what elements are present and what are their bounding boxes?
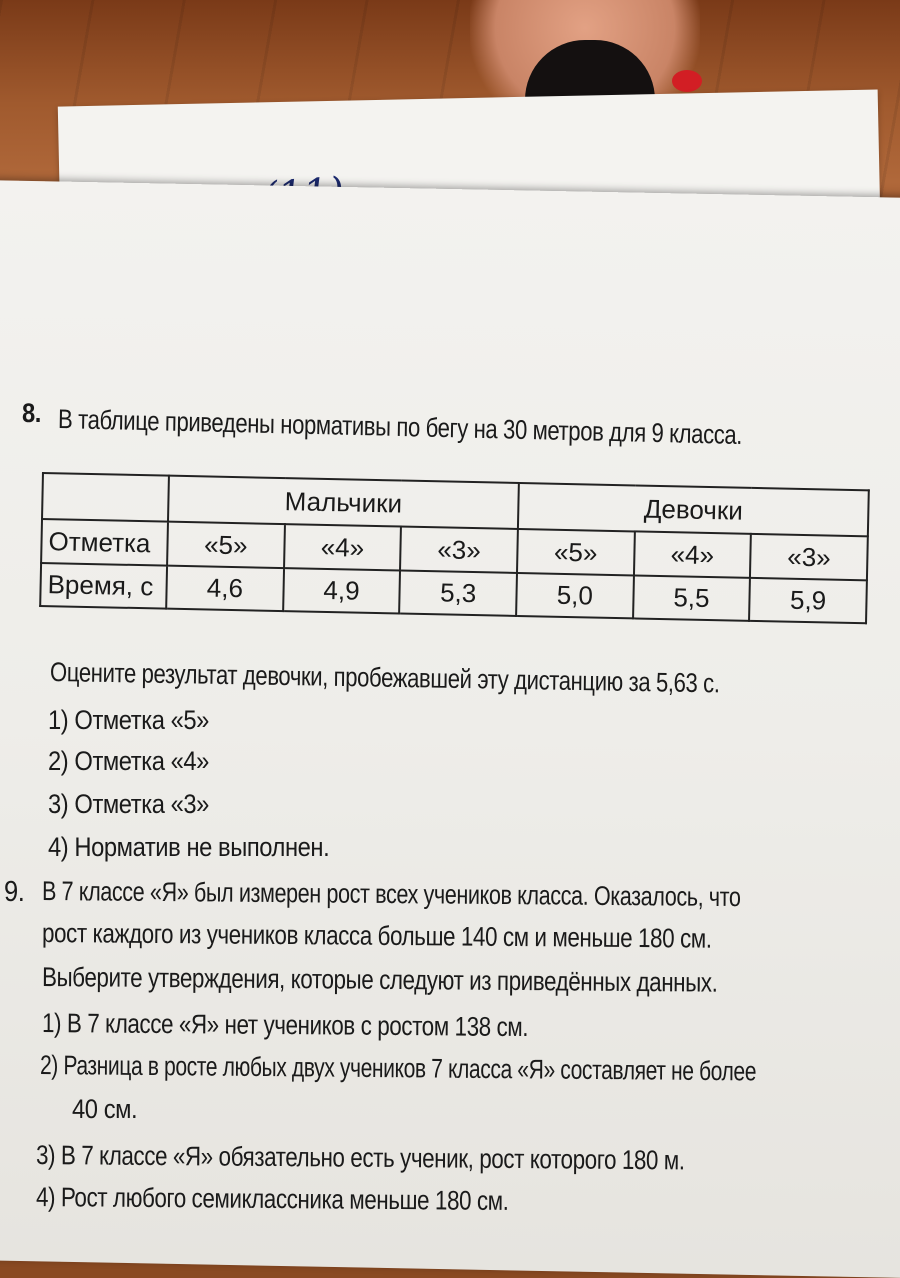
q9-number: 9. xyxy=(4,876,25,908)
q8-text: В таблице приведены нормативы по бегу на 30 метров для 9 класса. xyxy=(57,404,743,451)
q8-question: Оцените результат девочки, пробежавшей эту дистанцию за 5,63 с. xyxy=(49,657,720,699)
time-cell: 4,6 xyxy=(166,566,284,611)
time-cell: 4,9 xyxy=(283,568,401,613)
row-label-grade: Отметка xyxy=(41,519,168,566)
time-cell: 5,3 xyxy=(399,571,517,616)
table-header-girls: Девочки xyxy=(518,483,869,536)
grade-cell: «3» xyxy=(400,527,518,573)
row-label-time: Время, с xyxy=(40,563,167,609)
time-cell: 5,5 xyxy=(633,575,751,620)
table-header-boys: Мальчики xyxy=(168,476,519,529)
q8-number: 8. xyxy=(22,398,41,428)
q9-option-2-continued: 40 см. xyxy=(72,1094,138,1124)
table-corner-cell xyxy=(42,473,169,522)
q9-line-1: В 7 классе «Я» был измерен рост всех учеников класса. Оказалось, что xyxy=(41,876,741,913)
grade-cell: «3» xyxy=(750,534,868,580)
grade-cell: «5» xyxy=(517,529,635,575)
time-cell: 5,0 xyxy=(516,573,634,618)
q9-line-3: Выберите утверждения, которые следуют из приведённых данных. xyxy=(41,962,718,998)
q8-option-2: 2) Отметка «4» xyxy=(48,746,209,776)
running-norms-table xyxy=(39,472,870,624)
grade-cell: «4» xyxy=(634,531,752,577)
q9-option-4: 4) Рост любого семиклассника меньше 180 см. xyxy=(35,1182,509,1216)
q9-line-2: рост каждого из учеников класса больше 140 см и меньше 180 см. xyxy=(41,918,712,954)
grade-cell: «4» xyxy=(284,524,402,570)
grade-cell: «5» xyxy=(167,522,285,568)
q9-option-3: 3) В 7 классе «Я» обязательно есть ученик, рост которого 180 м. xyxy=(35,1140,685,1176)
time-cell: 5,9 xyxy=(749,578,867,623)
q8-option-1: 1) Отметка «5» xyxy=(48,705,209,735)
q8-option-3: 3) Отметка «3» xyxy=(48,789,209,819)
q9-option-1: 1) В 7 классе «Я» нет учеников с ростом 138 см. xyxy=(41,1008,529,1043)
q9-option-2: 2) Разница в росте любых двух учеников 7 класса «Я» составляет не более xyxy=(39,1050,757,1087)
q8-option-4: 4) Норматив не выполнен. xyxy=(48,832,330,862)
